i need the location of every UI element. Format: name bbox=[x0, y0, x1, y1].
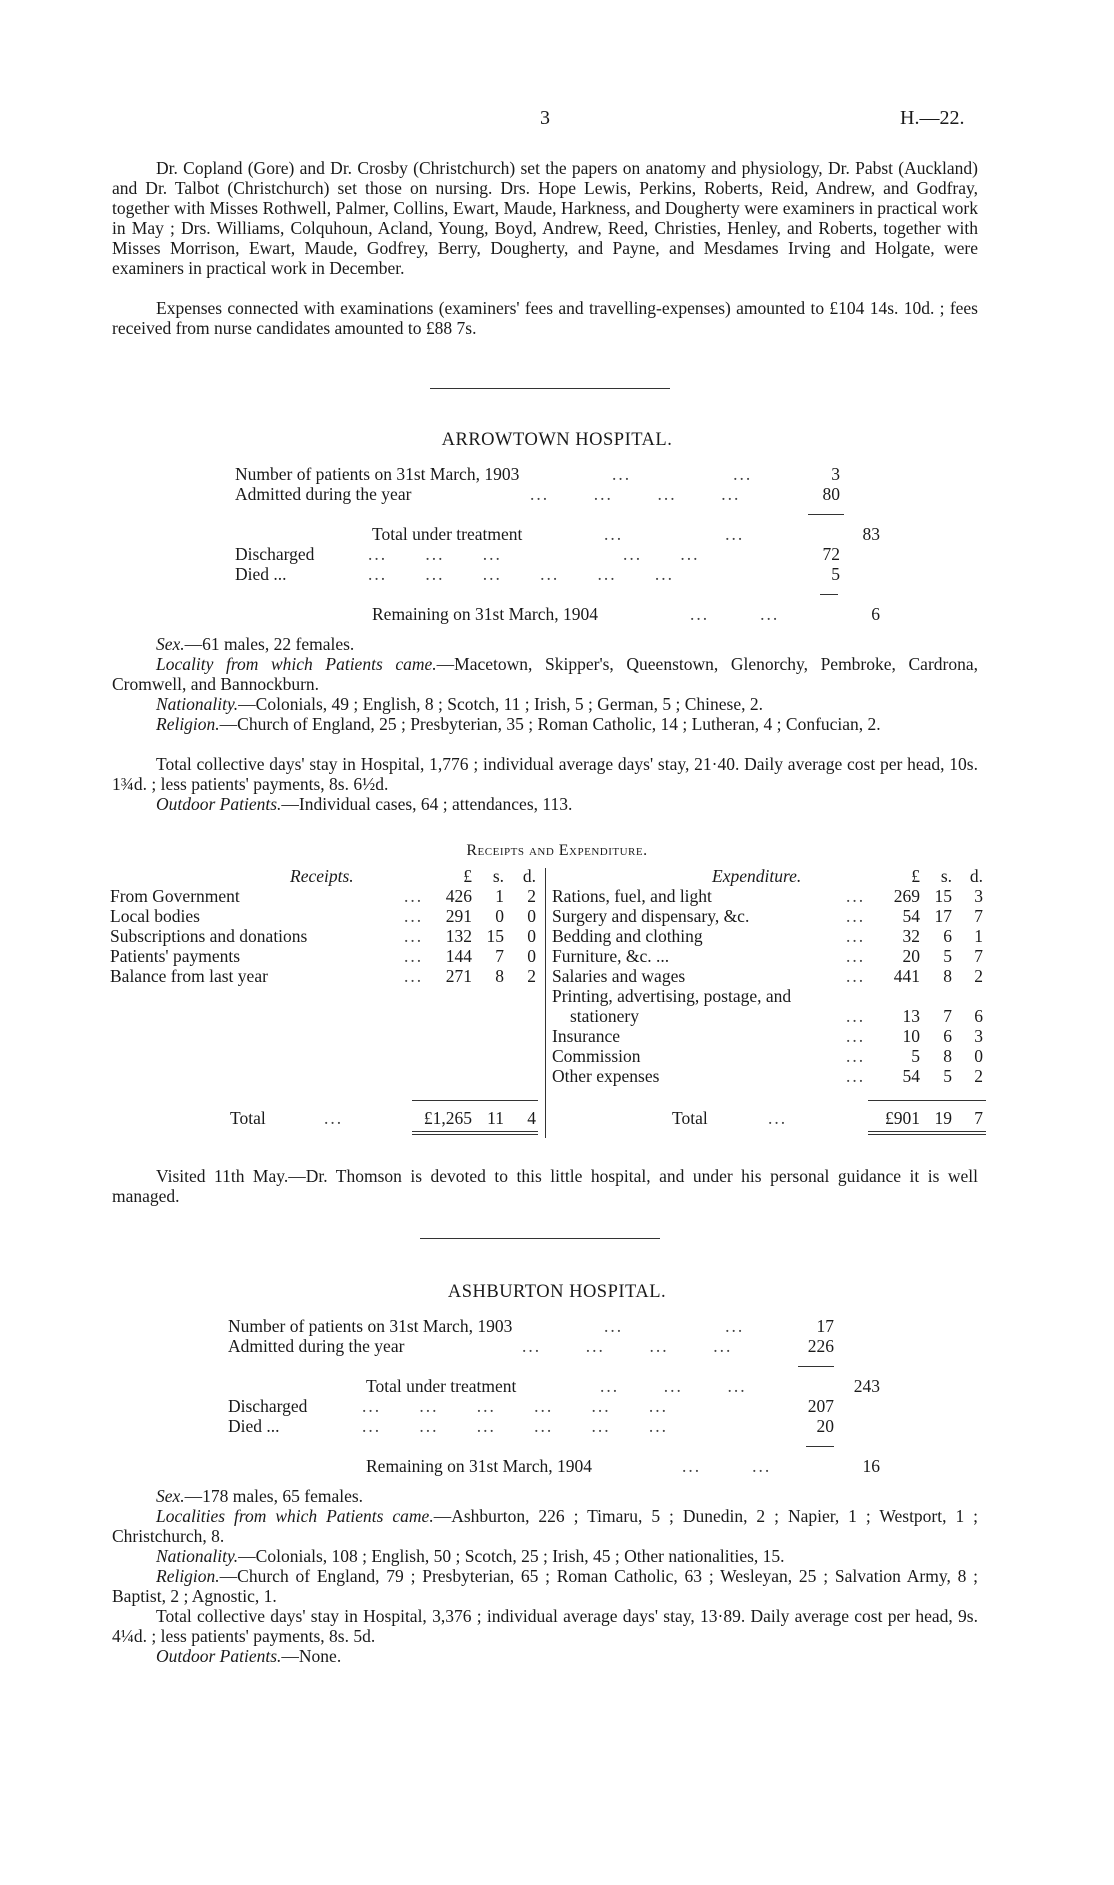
double-rule bbox=[868, 1131, 986, 1132]
expenditure-total-pounds: £901 bbox=[885, 1108, 920, 1128]
expenditure-label: Salaries and wages bbox=[552, 966, 686, 986]
receipt-shillings: 8 bbox=[495, 966, 504, 986]
col-shillings-head: s. bbox=[492, 866, 504, 886]
receipt-shillings: 7 bbox=[495, 946, 504, 966]
field-label: Sex. bbox=[156, 634, 185, 654]
field-label: Locality from which Patients came. bbox=[156, 654, 437, 674]
expenditure-pounds: 13 bbox=[902, 1006, 920, 1026]
expenditure-label: Bedding and clothing bbox=[552, 926, 703, 946]
leader-dots: ... ... bbox=[682, 1456, 772, 1476]
leader-dots: ... ... ... ... ... ... bbox=[368, 564, 674, 584]
stat-value: 16 bbox=[862, 1456, 880, 1476]
leader-dots: ... ... ... ... ... bbox=[368, 544, 700, 564]
expenditure-label: Other expenses bbox=[552, 1066, 660, 1086]
accounts-title: Receipts and Expenditure. bbox=[466, 842, 648, 859]
expenditure-pounds: 54 bbox=[902, 906, 920, 926]
expenditure-label: Furniture, &c. ... bbox=[552, 946, 670, 966]
leader-dots: ... bbox=[846, 1046, 866, 1066]
leader-dots: ... bbox=[404, 966, 424, 986]
leader-dots: ... ... ... ... bbox=[530, 484, 741, 504]
stat-value: 83 bbox=[862, 524, 880, 544]
leader-dots: ... bbox=[846, 1006, 866, 1026]
receipt-shillings: 15 bbox=[486, 926, 504, 946]
stat-label: Total under treatment bbox=[366, 1376, 517, 1396]
leader-dots: ... ... ... ... ... ... bbox=[362, 1396, 668, 1416]
sum-rule bbox=[798, 1366, 834, 1367]
expenditure-pence: 7 bbox=[974, 946, 983, 966]
field-value: —Colonials, 49 ; English, 8 ; Scotch, 11 ; Irish, 5 ; German, 5 ; Chinese, 2. bbox=[238, 694, 763, 714]
stat-value: 80 bbox=[822, 484, 840, 504]
arrowtown-religion bbox=[112, 714, 978, 734]
receipt-label: Subscriptions and donations bbox=[110, 926, 308, 946]
expenditure-pence: 2 bbox=[974, 966, 983, 986]
expenditure-total-label: Total bbox=[672, 1108, 708, 1128]
expenditure-shillings: 7 bbox=[943, 1006, 952, 1026]
expenditure-pence: 2 bbox=[974, 1066, 983, 1086]
receipts-total-pence: 4 bbox=[527, 1108, 536, 1128]
leader-dots: ... ... ... ... bbox=[522, 1336, 733, 1356]
field-value: —Church of England, 79 ; Presbyterian, 65 ; Roman Catholic, 63 ; Wesleyan, 25 ; Salvation Army, 8 ; Baptist, 2 ; Agnostic, 1. bbox=[112, 1566, 978, 1606]
receipt-pounds: 291 bbox=[445, 906, 472, 926]
stat-label: Remaining on 31st March, 1904 bbox=[366, 1456, 593, 1476]
ashburton-stay: Total collective days' stay in Hospital, 3,376 ; individual average days' stay, 13·89. Daily average cost per head, 9s. 4¼d. ; less patients' payments, 8s. 5d. bbox=[112, 1606, 978, 1646]
expenditure-label: stationery bbox=[570, 1006, 640, 1026]
expenditure-label: Insurance bbox=[552, 1026, 621, 1046]
leader-dots: ... bbox=[846, 1026, 866, 1046]
col-pounds-head: £ bbox=[463, 866, 472, 886]
leader-dots: ... bbox=[846, 926, 866, 946]
field-label: Outdoor Patients. bbox=[156, 794, 282, 814]
receipt-pence: 0 bbox=[527, 906, 536, 926]
sum-rule bbox=[820, 594, 838, 595]
field-value: —Church of England, 25 ; Presbyterian, 35 ; Roman Catholic, 14 ; Lutheran, 4 ; Confucian, 2. bbox=[219, 714, 881, 734]
expenditure-heading: Expenditure. bbox=[712, 866, 802, 886]
expenditure-pence: 7 bbox=[974, 906, 983, 926]
stat-label: Discharged bbox=[228, 1396, 308, 1416]
receipt-pence: 2 bbox=[527, 966, 536, 986]
field-value: —Individual cases, 64 ; attendances, 113. bbox=[281, 794, 573, 814]
ashburton-title: ASHBURTON HOSPITAL. bbox=[447, 1282, 667, 1302]
ashburton-outdoor bbox=[112, 1646, 978, 1666]
leader-dots: ... bbox=[846, 1066, 866, 1086]
field-label: Nationality. bbox=[156, 1546, 239, 1566]
stat-label: Remaining on 31st March, 1904 bbox=[372, 604, 599, 624]
receipts-heading: Receipts. bbox=[290, 866, 354, 886]
stat-label: Admitted during the year bbox=[235, 484, 412, 504]
col-pounds-head: £ bbox=[911, 866, 920, 886]
expenditure-label: Commission bbox=[552, 1046, 641, 1066]
field-label: Religion. bbox=[156, 714, 220, 734]
leader-dots: ... bbox=[404, 946, 424, 966]
leader-dots: ... bbox=[404, 886, 424, 906]
receipt-pence: 2 bbox=[527, 886, 536, 906]
expenditure-pounds: 10 bbox=[902, 1026, 920, 1046]
leader-dots: ... bbox=[846, 946, 866, 966]
receipt-shillings: 0 bbox=[495, 906, 504, 926]
ashburton-localities bbox=[112, 1506, 978, 1546]
sum-rule bbox=[806, 1446, 834, 1447]
expenditure-shillings: 15 bbox=[934, 886, 952, 906]
col-pence-head: d. bbox=[522, 866, 536, 886]
expenditure-pounds: 32 bbox=[902, 926, 920, 946]
page-reference: H.—22. bbox=[900, 107, 965, 129]
stat-label: Died ... bbox=[228, 1416, 280, 1436]
field-value: —Colonials, 108 ; English, 50 ; Scotch, 25 ; Irish, 45 ; Other nationalities, 15. bbox=[238, 1546, 785, 1566]
field-label: Nationality. bbox=[156, 694, 239, 714]
expenditure-pounds: 20 bbox=[902, 946, 920, 966]
stat-value: 5 bbox=[831, 564, 840, 584]
receipts-total-label: Total bbox=[230, 1108, 266, 1128]
expenditure-pence: 6 bbox=[974, 1006, 983, 1026]
field-value: —Macetown, Skipper's, Queenstown, Glenorchy, Pembroke, Cardrona, Cromwell, and Bannockburn. bbox=[112, 654, 978, 694]
receipt-label: Patients' payments bbox=[110, 946, 241, 966]
ashburton-nationality bbox=[112, 1546, 978, 1566]
intro-paragraph-examiners: Dr. Copland (Gore) and Dr. Crosby (Christchurch) set the papers on anatomy and physiology, Dr. Pabst (Auckland) and Dr. Talbot (Christchurch) set those on nursing. Drs. Hope Lewis, Perkins, Roberts, Reid, Andrew, and Godfray, together with Misses Rothwell, Palmer, Collins, Ewart, Maude, Harkness, and Dougherty were examiners in practical work in May ; Drs. Williams, Colquhoun, Acland, Young, Boyd, Andrew, Reed, Christies, Henley, and Roberts, together with Misses Morrison, Ewart, Maude, Godfrey, Berry, Dougherty, and Payne, and Mesdames Irving and Holgate, were examiners in practical work in December. bbox=[112, 158, 978, 278]
total-rule bbox=[412, 1100, 538, 1101]
expenditure-pounds: 441 bbox=[893, 966, 920, 986]
expenditure-shillings: 6 bbox=[943, 926, 952, 946]
col-shillings-head: s. bbox=[940, 866, 952, 886]
field-label: Localities from which Patients came. bbox=[156, 1506, 434, 1526]
section-divider bbox=[420, 1238, 660, 1239]
arrowtown-visited: Visited 11th May.—Dr. Thomson is devoted to this little hospital, and under his personal guidance it is well managed. bbox=[112, 1166, 978, 1206]
field-label: Religion. bbox=[156, 1566, 220, 1586]
receipt-label: Local bodies bbox=[110, 906, 200, 926]
col-pence-head: d. bbox=[969, 866, 983, 886]
expenditure-shillings: 17 bbox=[934, 906, 952, 926]
receipt-pounds: 132 bbox=[445, 926, 472, 946]
expenditure-pence: 1 bbox=[974, 926, 983, 946]
stat-label: Admitted during the year bbox=[228, 1336, 405, 1356]
section-divider bbox=[430, 388, 670, 389]
receipts-total-shillings: 11 bbox=[487, 1108, 504, 1128]
receipt-pounds: 271 bbox=[445, 966, 472, 986]
expenditure-label: Printing, advertising, postage, and bbox=[552, 986, 792, 1006]
leader-dots: ... bbox=[404, 926, 424, 946]
stat-label: Number of patients on 31st March, 1903 bbox=[235, 464, 520, 484]
ashburton-sex bbox=[112, 1486, 978, 1506]
stat-label: Discharged bbox=[235, 544, 315, 564]
stat-value: 226 bbox=[807, 1336, 834, 1356]
expenditure-total-shillings: 19 bbox=[934, 1108, 952, 1128]
leader-dots: ... ... bbox=[612, 464, 753, 484]
receipt-shillings: 1 bbox=[495, 886, 504, 906]
stat-value: 72 bbox=[822, 544, 840, 564]
page-number: 3 bbox=[540, 107, 550, 129]
expenditure-pence: 3 bbox=[974, 886, 983, 906]
stat-label: Number of patients on 31st March, 1903 bbox=[228, 1316, 513, 1336]
stat-value: 207 bbox=[807, 1396, 834, 1416]
double-rule bbox=[412, 1134, 538, 1135]
double-rule bbox=[412, 1131, 538, 1132]
expenditure-label: Rations, fuel, and light bbox=[552, 886, 712, 906]
field-value: —None. bbox=[281, 1646, 342, 1666]
expenditure-shillings: 8 bbox=[943, 966, 952, 986]
expenditure-shillings: 5 bbox=[943, 946, 952, 966]
stat-value: 243 bbox=[853, 1376, 880, 1396]
sum-rule bbox=[808, 514, 844, 515]
arrowtown-title: ARROWTOWN HOSPITAL. bbox=[441, 430, 673, 450]
stat-value: 6 bbox=[871, 604, 880, 624]
receipt-pence: 0 bbox=[527, 946, 536, 966]
expenditure-pounds: 269 bbox=[893, 886, 920, 906]
intro-paragraph-expenses: Expenses connected with examinations (examiners' fees and travelling-expenses) amounted to £104 14s. 10d. ; fees received from nurse candidates amounted to £88 7s. bbox=[112, 298, 978, 338]
leader-dots: ... bbox=[846, 906, 866, 926]
expenditure-shillings: 5 bbox=[943, 1066, 952, 1086]
stat-value: 20 bbox=[816, 1416, 834, 1436]
expenditure-pence: 3 bbox=[974, 1026, 983, 1046]
arrowtown-stay: Total collective days' stay in Hospital, 1,776 ; individual average days' stay, 21·40. Daily average cost per head, 10s. 1¾d. ; less patients' payments, 8s. 6½d. bbox=[112, 754, 978, 794]
receipts-total-pounds: £1,265 bbox=[423, 1108, 472, 1128]
leader-dots: ... ... bbox=[690, 604, 780, 624]
stat-value: 17 bbox=[816, 1316, 834, 1336]
expenditure-total-pence: 7 bbox=[974, 1108, 983, 1128]
stat-label: Died ... bbox=[235, 564, 287, 584]
field-label: Outdoor Patients. bbox=[156, 1646, 282, 1666]
receipt-label: Balance from last year bbox=[110, 966, 268, 986]
leader-dots: ... ... bbox=[604, 524, 745, 544]
field-value: —61 males, 22 females. bbox=[184, 634, 355, 654]
arrowtown-locality bbox=[112, 654, 978, 694]
leader-dots: ... bbox=[846, 886, 866, 906]
arrowtown-outdoor bbox=[112, 794, 978, 814]
arrowtown-nationality bbox=[112, 694, 978, 714]
expenditure-shillings: 8 bbox=[943, 1046, 952, 1066]
accounts-divider bbox=[545, 868, 546, 1138]
leader-dots: ... ... ... ... ... ... bbox=[362, 1416, 668, 1436]
leader-dots: ... bbox=[768, 1108, 788, 1128]
field-value: —178 males, 65 females. bbox=[184, 1486, 364, 1506]
arrowtown-sex bbox=[112, 634, 978, 654]
expenditure-shillings: 6 bbox=[943, 1026, 952, 1046]
expenditure-pounds: 5 bbox=[911, 1046, 920, 1066]
stat-value: 3 bbox=[831, 464, 840, 484]
double-rule bbox=[868, 1134, 986, 1135]
leader-dots: ... ... bbox=[604, 1316, 745, 1336]
expenditure-label: Surgery and dispensary, &c. bbox=[552, 906, 750, 926]
leader-dots: ... bbox=[324, 1108, 344, 1128]
stat-label: Total under treatment bbox=[372, 524, 523, 544]
leader-dots: ... bbox=[846, 966, 866, 986]
total-rule bbox=[868, 1100, 986, 1101]
receipt-label: From Government bbox=[110, 886, 240, 906]
field-value: —Ashburton, 226 ; Timaru, 5 ; Dunedin, 2 ; Napier, 1 ; Westport, 1 ; Christchurch, 8. bbox=[112, 1506, 979, 1546]
leader-dots: ... ... ... bbox=[600, 1376, 747, 1396]
ashburton-religion bbox=[112, 1566, 978, 1606]
receipt-pounds: 144 bbox=[445, 946, 472, 966]
receipt-pence: 0 bbox=[527, 926, 536, 946]
field-label: Sex. bbox=[156, 1486, 185, 1506]
receipt-pounds: 426 bbox=[445, 886, 472, 906]
expenditure-pence: 0 bbox=[974, 1046, 983, 1066]
expenditure-pounds: 54 bbox=[902, 1066, 920, 1086]
leader-dots: ... bbox=[404, 906, 424, 926]
